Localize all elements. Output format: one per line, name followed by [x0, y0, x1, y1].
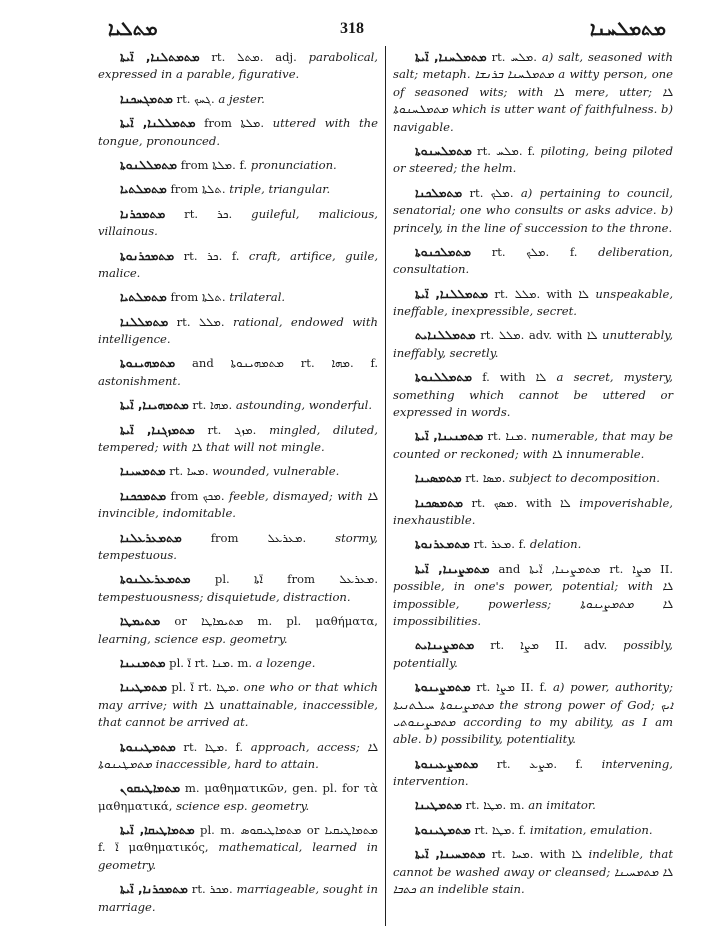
dictionary-entry	[98, 529, 378, 565]
column-divider	[385, 46, 386, 926]
entry-definition: feeble, dismayed; with ܠܐ invincible, indomitable.	[98, 488, 378, 521]
entry-grammar: rt. ܡܥܪ. f.	[469, 537, 530, 552]
entry-grammar: rt. ܡܨܥ. f.	[478, 756, 602, 771]
entry-grammar: rt. ܟܪ.	[165, 206, 252, 221]
dictionary-entry	[393, 469, 673, 487]
dictionary-entry	[393, 427, 673, 463]
entry-grammar: rt. ܡܣܐ.	[461, 471, 510, 486]
entry-headword: ܡܬܡܗܝܢܐ, ܐ̈ܝܬܐ	[120, 398, 189, 413]
entry-definition: trilateral.	[229, 290, 286, 305]
dictionary-entry	[393, 285, 673, 321]
entry-headword: ܡܬܡܐܛܝܩܘܢ	[120, 781, 181, 796]
right-running-headword: ܡܬܡܠܚܢܐ	[589, 18, 666, 40]
entry-headword: ܡܬܡܠܚܢܘܬܐ	[415, 143, 472, 158]
entry-headword: ܡܬܡܢܝܢܐ, ܐ̈ܝܬܐ	[415, 429, 484, 444]
left-column	[98, 48, 378, 922]
entry-definition: numerable, that may be counted or reckoned; with ܠܐ innumerable.	[393, 429, 673, 461]
entry-definition: guileful, malicious, villainous.	[98, 206, 378, 239]
entry-definition: impoverishable, inexhaustible.	[393, 495, 673, 527]
entry-grammar: rt. ܡܢܐ.	[483, 429, 532, 444]
entry-definition: tempestuousness; disquietude, distraction.	[98, 589, 351, 604]
entry-headword: ܡܬܡܛܝܢܘܬܐ	[415, 822, 471, 837]
entry-grammar: and ܡܬܡܗܝܢܘܬܐ rt. ܡܗܐ. f.	[175, 356, 379, 371]
entry-grammar: rt. ܡܨܐ II. f.	[470, 680, 553, 695]
dictionary-entry	[393, 142, 673, 178]
entry-definition: unspeakable, ineffable, inexpressible, secret.	[393, 286, 674, 319]
entry-grammar: from ܡܠܬܐ.	[195, 116, 273, 131]
entry-grammar: rt. ܡܠܚ. f.	[471, 143, 541, 158]
entry-grammar: from ܬܠܬܐ.	[166, 182, 230, 197]
entry-grammar: rt. ܡܨܐ II. adv.	[474, 638, 624, 653]
dictionary-entry	[393, 821, 673, 839]
entry-headword: ܡܬܡܛܝܢܐ	[415, 798, 462, 813]
entry-headword: ܡܬܡܨܝܢܐܝܬ	[415, 638, 475, 653]
entry-grammar: pl. ܐ̈ܬܐ from ܡܥܪܥܠ.	[190, 572, 378, 587]
entry-grammar: rt. ܡܚܐ. with ܠܐ	[485, 847, 589, 862]
dictionary-entry	[98, 313, 378, 349]
entry-grammar: rt. ܡܠܟ.	[462, 185, 521, 200]
entry-headword: ܡܬܡܠܠܢܐ, ܐ̈ܝܬܐ	[120, 116, 196, 131]
entry-grammar: f. with ܠܐ	[472, 370, 557, 385]
entry-grammar: pl. ܐ̈ rt. ܡܢܐ. m.	[165, 655, 256, 670]
entry-grammar: pl. m. ܡܬܡܐܛܝܩܘܣ or ܡܬܡܐܛܝܩܝܐ f. ܐ̈ μαθηματικός,	[98, 823, 378, 855]
dictionary-entry	[98, 779, 378, 815]
entry-definition: approach, access; ܠܐ ܡܬܡܛܝܢܘܬܐ inaccessible, hard to attain.	[98, 739, 378, 771]
entry-definition: astounding, wonderful.	[235, 398, 373, 413]
entry-headword: ܡܬܡܥܪܢܘܬܐ	[415, 537, 470, 552]
dictionary-entry	[98, 114, 378, 150]
entry-headword: ܡܬܡܛܝܢܘܬܐ	[120, 739, 176, 754]
dictionary-entry	[98, 738, 378, 774]
entry-definition: deliberation, consultation.	[393, 244, 673, 277]
dictionary-entry	[393, 243, 673, 279]
entry-grammar: rt. ܡܗܐ.	[188, 398, 236, 413]
entry-headword: ܡܬܡܠܠܢܘܬܐ	[415, 370, 473, 385]
entry-headword: ܡܬܡܠܬܝܐ	[120, 182, 167, 197]
dictionary-entry	[393, 636, 673, 672]
dictionary-entry	[98, 487, 378, 523]
dictionary-entry	[98, 90, 378, 108]
entry-grammar: rt. ܡܠܠ. with ܠܐ	[488, 286, 596, 301]
dictionary-entry	[98, 462, 378, 480]
entry-grammar: rt. ܡܠܚ.	[486, 50, 542, 64]
entry-definition: learning, science esp. geometry.	[98, 631, 288, 646]
dictionary-entry	[98, 48, 378, 84]
entry-headword: ܡܬܡܠܠܢܐܝܬ	[415, 328, 476, 343]
dictionary-entry	[98, 570, 378, 606]
entry-headword: ܡܬܡܠܟܢܘܬܐ	[415, 244, 472, 259]
entry-headword: ܡܬܡܐܛܝܩܐ, ܐ̈ܝܬܐ	[120, 823, 195, 838]
entry-definition: subject to decomposition.	[509, 471, 660, 486]
entry-definition: one who or that which may arrive; with ܠܐ unattainable, inaccessible, that cannot be arrived at.	[98, 680, 379, 730]
entry-headword: ܡܬܡܨܝܢܘܬܐ	[415, 680, 471, 695]
entry-grammar: rt. ܡܚܐ.	[165, 464, 213, 479]
entry-definition: a) power, authority; ܡܬܡܨܝܢܘܬܐ ܚܝܠܬܢܝܬܐ the strong power of God; ܐܝܟ ܡܬܡܨܝܢܘܬܝ according to my ability, as I am able. b) possibility, potentiality.	[393, 680, 674, 747]
entry-headword: ܡܬܡܨܝܢܐ, ܐ̈ܝܬܐ	[415, 561, 490, 576]
entry-definition: possibly, potentially.	[393, 638, 673, 670]
left-running-headword: ܡܬܠܝܐ	[108, 18, 158, 40]
dictionary-entry	[98, 612, 378, 648]
entry-definition: a) pertaining to council, senatorial; one who consults or asks advice. b) princely, in the line of succession to the throne.	[393, 185, 673, 235]
entry-headword: ܡܬܡܗܝܢܘܬܐ	[120, 356, 176, 371]
dictionary-entry	[393, 845, 673, 898]
dictionary-entry	[98, 678, 378, 731]
entry-headword: ܡܬܡܟܟܢܐ	[120, 488, 167, 503]
dictionary-entry	[98, 821, 378, 874]
entry-definition: mathematical, learned in geometry.	[98, 840, 379, 872]
entry-headword: ܡܬܡܛܝܢܐ	[120, 680, 167, 695]
entry-definition: marriageable, sought in marriage.	[98, 882, 378, 914]
entry-headword: ܡܬܡܠܠܢܘܬܐ	[120, 157, 178, 172]
entry-grammar: rt. ܡܙܓ.	[194, 422, 270, 437]
dictionary-entry	[98, 247, 378, 283]
entry-definition: intervening, intervention.	[393, 756, 673, 789]
entry-headword: ܡܬܡܠܚܢܐ, ܐ̈ܝܬܐ	[415, 50, 487, 64]
entry-headword: ܡܬܡܟܪܢܘܬܐ	[120, 248, 175, 263]
entry-definition: rational, endowed with intelligence.	[98, 314, 378, 347]
entry-headword: ܡܬܡܣܟܢܐ	[415, 495, 464, 510]
entry-grammar: rt. ܡܛܐ. f.	[470, 822, 530, 837]
entry-definition: piloting, being piloted or steered; the helm.	[393, 143, 673, 176]
entry-definition: possible, in one's power, potential; with ܠܐ impossible, powerless; ܠܐ ܡܬܡܨܝܢܘܬܐ impossibilities.	[393, 579, 673, 628]
entry-grammar: or ܡܬܝܡܐܛܐ m. pl. μαθήματα,	[160, 614, 378, 629]
entry-headword: ܡܬܡܣܝܢܐ	[415, 471, 462, 486]
entry-definition: a) salt, seasoned with salt; metaph. ܡܬܡܠܚܢܐ ܒܪܢܫܐ a witty person, one of seasoned wits; with ܠܐ mere, utter; ܠܐ ܡܬܡܠܚܢܘܬܐ which is utter want of faithfulness. b) navigable.	[393, 50, 674, 134]
dictionary-entry	[393, 48, 673, 136]
page-number: 318	[340, 20, 364, 37]
entry-headword: ܡܬܡܓܚܟܢܐ	[120, 91, 173, 106]
entry-definition: unutterably, ineffably, secretly.	[393, 328, 673, 360]
entry-headword: ܡܬܡܠܠܢܐ, ܐ̈ܝܬܐ	[415, 286, 489, 301]
entry-grammar: rt. ܡܬܠ. adj.	[199, 50, 309, 64]
entry-definition: craft, artifice, guile, malice.	[98, 248, 379, 280]
entry-headword: ܡܬܡܨܥܝܢܘܬܐ	[415, 756, 479, 771]
entry-headword: ܡܬܡܢܝܢܐ	[120, 655, 166, 670]
dictionary-entry	[393, 796, 673, 814]
entry-headword: ܡܬܡܬܠܢܐ, ܐ̈ܝܬܐ	[120, 50, 200, 64]
entry-grammar: rt. ܡܠܟ. f.	[471, 244, 599, 259]
right-column	[393, 48, 673, 904]
dictionary-entry	[98, 156, 378, 174]
entry-headword: ܡܬܡܟܪܢܐ, ܐ̈ܝܬܐ	[120, 882, 188, 897]
dictionary-entry	[393, 755, 673, 791]
entry-headword: ܡܬܡܙܓܢܐ, ܐ̈ܝܬܐ	[120, 422, 195, 437]
entry-definition: stormy, tempestuous.	[98, 530, 378, 562]
page-header	[0, 18, 704, 48]
entry-definition: wounded, vulnerable.	[212, 464, 340, 479]
entry-definition: science esp. geometry.	[176, 798, 310, 813]
entry-grammar: pl. ܐ̈ rt. ܡܛܐ.	[166, 680, 244, 695]
entry-grammar: rt. ܡܛܐ. m.	[461, 798, 529, 813]
entry-grammar: rt. ܡܣܟ. with ܠܐ	[463, 495, 580, 510]
entry-definition: an imitator.	[528, 798, 596, 813]
entry-definition: pronunciation.	[250, 157, 337, 172]
entry-grammar: rt. ܡܠܠ. adv. with ܠܐ	[475, 328, 603, 343]
entry-headword: ܡܬܡܠܟܢܐ	[415, 185, 463, 200]
entry-grammar: rt. ܟܪ. f.	[174, 248, 249, 263]
entry-headword: ܡܬܡܚܝܢܐ, ܐ̈ܝܬܐ	[415, 847, 486, 862]
dictionary-entry	[393, 678, 673, 749]
entry-grammar: rt. ܡܠܠ.	[168, 314, 233, 329]
dictionary-entry	[98, 654, 378, 672]
dictionary-entry	[98, 354, 378, 390]
entry-grammar: rt. ܡܟܪ.	[187, 882, 237, 897]
entry-definition: mingled, diluted, tempered; with ܠܐ that will not mingle.	[98, 422, 378, 455]
entry-definition: delation.	[529, 537, 582, 552]
dictionary-entry	[393, 494, 673, 530]
entry-grammar: rt. ܓܚܟ.	[172, 91, 219, 106]
dictionary-entry	[393, 368, 673, 421]
entry-grammar: from ܬܠܬܐ.	[166, 290, 230, 305]
entry-grammar: m. μαθηματικῶν, gen. pl. for τὰ μαθηματικά,	[98, 781, 378, 813]
dictionary-entry	[393, 535, 673, 553]
dictionary-entry	[393, 184, 673, 237]
entry-definition: parabolical, expressed in a parable, figurative.	[98, 50, 378, 82]
entry-definition: indelible, that cannot be washed away or cleansed; ܠܐ ܡܬܡܚܝܢܐ ܟܬܒܐ an indelible stain.	[393, 847, 674, 897]
dictionary-entry	[98, 180, 378, 198]
dictionary-entry	[98, 396, 378, 414]
dictionary-entry	[393, 560, 673, 631]
entry-definition: uttered with the tongue, pronounced.	[98, 116, 378, 148]
entry-headword: ܡܬܝܡܛܐ	[120, 614, 161, 629]
entry-definition: a jester.	[218, 91, 265, 106]
dictionary-entry	[98, 880, 378, 916]
dictionary-entry	[98, 205, 378, 241]
entry-headword: ܡܬܡܥܪܥܠܢܘܬܐ	[120, 572, 191, 587]
entry-definition: imitation, emulation.	[529, 822, 653, 837]
dictionary-entry	[98, 421, 378, 457]
entry-headword: ܡܬܡܚܝܢܐ	[120, 464, 166, 479]
entry-headword: ܡܬܡܠܬܝܐ	[120, 290, 167, 305]
entry-definition: a secret, mystery, something which cannot be uttered or expressed in words.	[393, 370, 673, 420]
entry-definition: astonishment.	[98, 373, 181, 388]
entry-headword: ܡܬܡܟܪܢܐ	[120, 206, 166, 221]
entry-definition: a lozenge.	[255, 655, 316, 670]
entry-grammar: and ܡܬܡܨܝܢܐ, ܐ̈ܝܬܐ rt. ܡܨܐ II.	[489, 561, 674, 576]
entry-definition: triple, triangular.	[229, 182, 331, 197]
entry-headword: ܡܬܡܠܠܢܐ	[120, 314, 169, 329]
entry-grammar: from ܡܠܬܐ. f.	[177, 157, 251, 172]
dictionary-entry	[98, 288, 378, 306]
entry-grammar: from ܡܟܟ.	[166, 488, 230, 503]
entry-grammar: from ܡܥܪܥܠ.	[181, 530, 336, 545]
entry-headword: ܡܬܡܥܪܥܠܢܐ	[120, 530, 182, 545]
entry-grammar: rt. ܡܛܐ. f.	[175, 739, 251, 754]
dictionary-entry	[393, 326, 673, 362]
